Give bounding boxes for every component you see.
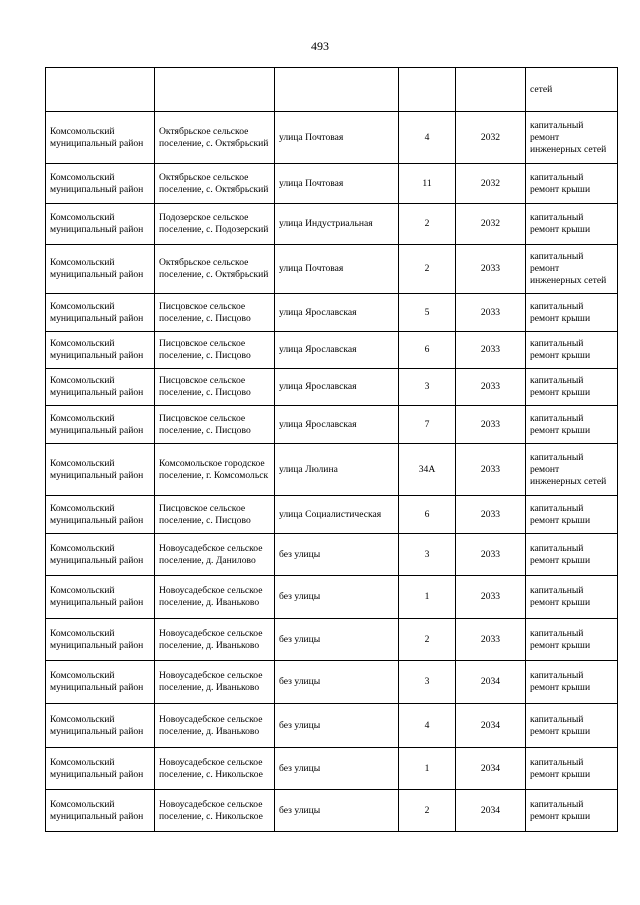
settlement-cell: Писцовское сельское поселение, с. Писцово — [155, 332, 275, 369]
year-cell — [456, 68, 526, 112]
work-type-cell: капитальный ремонт крыши — [526, 496, 618, 534]
street-cell: улица Ярославская — [275, 332, 399, 369]
table-row — [46, 294, 618, 332]
rayon-cell: Комсомольский муниципальный район — [46, 406, 155, 444]
table-row — [46, 748, 618, 790]
street-cell: улица Индустриальная — [275, 204, 399, 245]
table-row — [46, 576, 618, 619]
house-number-cell: 1 — [399, 576, 456, 619]
street-cell: без улицы — [275, 790, 399, 832]
rayon-cell: Комсомольский муниципальный район — [46, 294, 155, 332]
rayon-cell: Комсомольский муниципальный район — [46, 790, 155, 832]
street-cell: улица Ярославская — [275, 406, 399, 444]
settlement-cell: Новоусадебское сельское поселение, с. Никольское — [155, 748, 275, 790]
table-row — [46, 245, 618, 294]
year-cell: 2033 — [456, 294, 526, 332]
year-cell: 2032 — [456, 112, 526, 164]
table-row — [46, 204, 618, 245]
table-row — [46, 704, 618, 748]
year-cell: 2034 — [456, 790, 526, 832]
year-cell: 2033 — [456, 369, 526, 406]
rayon-cell: Комсомольский муниципальный район — [46, 245, 155, 294]
rayon-cell: Комсомольский муниципальный район — [46, 444, 155, 496]
rayon-cell: Комсомольский муниципальный район — [46, 661, 155, 704]
street-cell: без улицы — [275, 704, 399, 748]
table-row — [46, 112, 618, 164]
table-row — [46, 661, 618, 704]
work-type-cell: капитальный ремонт инженерных сетей — [526, 444, 618, 496]
house-number-cell: 4 — [399, 704, 456, 748]
house-number-cell: 34А — [399, 444, 456, 496]
house-number-cell: 4 — [399, 112, 456, 164]
street-cell — [275, 68, 399, 112]
street-cell: без улицы — [275, 748, 399, 790]
work-type-cell: капитальный ремонт инженерных сетей — [526, 112, 618, 164]
house-number-cell: 2 — [399, 619, 456, 661]
table-row — [46, 332, 618, 369]
work-type-cell: капитальный ремонт крыши — [526, 619, 618, 661]
house-number-cell: 6 — [399, 332, 456, 369]
table-row — [46, 406, 618, 444]
house-number-cell: 3 — [399, 661, 456, 704]
street-cell: улица Почтовая — [275, 112, 399, 164]
settlement-cell: Писцовское сельское поселение, с. Писцово — [155, 406, 275, 444]
year-cell: 2033 — [456, 496, 526, 534]
work-type-cell: капитальный ремонт крыши — [526, 164, 618, 204]
rayon-cell: Комсомольский муниципальный район — [46, 332, 155, 369]
year-cell: 2033 — [456, 332, 526, 369]
settlement-cell: Октябрьское сельское поселение, с. Октябрьский — [155, 245, 275, 294]
work-type-cell: капитальный ремонт крыши — [526, 369, 618, 406]
rayon-cell: Комсомольский муниципальный район — [46, 369, 155, 406]
street-cell: без улицы — [275, 661, 399, 704]
work-type-cell: капитальный ремонт крыши — [526, 332, 618, 369]
work-type-cell: капитальный ремонт инженерных сетей — [526, 245, 618, 294]
year-cell: 2034 — [456, 661, 526, 704]
work-type-cell: капитальный ремонт крыши — [526, 294, 618, 332]
settlement-cell: Новоусадебское сельское поселение, д. Иваньково — [155, 704, 275, 748]
house-number-cell: 7 — [399, 406, 456, 444]
settlement-cell: Новоусадебское сельское поселение, д. Иваньково — [155, 619, 275, 661]
settlement-cell: Писцовское сельское поселение, с. Писцово — [155, 496, 275, 534]
settlement-cell: Новоусадебское сельское поселение, с. Никольское — [155, 790, 275, 832]
year-cell: 2033 — [456, 245, 526, 294]
street-cell: улица Ярославская — [275, 294, 399, 332]
year-cell: 2033 — [456, 534, 526, 576]
street-cell: без улицы — [275, 619, 399, 661]
house-number-cell: 6 — [399, 496, 456, 534]
rayon-cell — [46, 68, 155, 112]
house-number-cell: 5 — [399, 294, 456, 332]
rayon-cell: Комсомольский муниципальный район — [46, 704, 155, 748]
settlement-cell: Писцовское сельское поселение, с. Писцово — [155, 294, 275, 332]
rayon-cell: Комсомольский муниципальный район — [46, 112, 155, 164]
page-number: 493 — [311, 39, 329, 53]
settlement-cell: Писцовское сельское поселение, с. Писцово — [155, 369, 275, 406]
street-cell: улица Социалистическая — [275, 496, 399, 534]
housing-repair-table — [45, 67, 618, 832]
table-row — [46, 164, 618, 204]
street-cell: без улицы — [275, 576, 399, 619]
house-number-cell: 2 — [399, 790, 456, 832]
settlement-cell: Комсомольское городское поселение, г. Комсомольск — [155, 444, 275, 496]
settlement-cell: Октябрьское сельское поселение, с. Октябрьский — [155, 112, 275, 164]
rayon-cell: Комсомольский муниципальный район — [46, 534, 155, 576]
rayon-cell: Комсомольский муниципальный район — [46, 164, 155, 204]
house-number-cell: 11 — [399, 164, 456, 204]
street-cell: без улицы — [275, 534, 399, 576]
house-number-cell: 1 — [399, 748, 456, 790]
table-row — [46, 619, 618, 661]
settlement-cell: Октябрьское сельское поселение, с. Октябрьский — [155, 164, 275, 204]
table-row — [46, 790, 618, 832]
work-type-cell: капитальный ремонт крыши — [526, 576, 618, 619]
street-cell: улица Люлина — [275, 444, 399, 496]
work-type-cell: капитальный ремонт крыши — [526, 748, 618, 790]
work-type-cell: капитальный ремонт крыши — [526, 790, 618, 832]
rayon-cell: Комсомольский муниципальный район — [46, 576, 155, 619]
work-type-cell: капитальный ремонт крыши — [526, 704, 618, 748]
street-cell: улица Почтовая — [275, 245, 399, 294]
house-cell — [399, 68, 456, 112]
year-cell: 2033 — [456, 406, 526, 444]
year-cell: 2034 — [456, 704, 526, 748]
rayon-cell: Комсомольский муниципальный район — [46, 496, 155, 534]
work-type-cell: капитальный ремонт крыши — [526, 204, 618, 245]
year-cell: 2033 — [456, 444, 526, 496]
settlement-cell — [155, 68, 275, 112]
table-body — [46, 68, 618, 832]
table-row — [46, 444, 618, 496]
settlement-cell: Новоусадебское сельское поселение, д. Иваньково — [155, 661, 275, 704]
table-row-continuation — [46, 68, 618, 112]
rayon-cell: Комсомольский муниципальный район — [46, 619, 155, 661]
house-number-cell: 3 — [399, 369, 456, 406]
table-row — [46, 496, 618, 534]
year-cell: 2034 — [456, 748, 526, 790]
year-cell: 2032 — [456, 164, 526, 204]
street-cell: улица Ярославская — [275, 369, 399, 406]
rayon-cell: Комсомольский муниципальный район — [46, 204, 155, 245]
year-cell: 2033 — [456, 619, 526, 661]
street-cell: улица Почтовая — [275, 164, 399, 204]
year-cell: 2033 — [456, 576, 526, 619]
table-row — [46, 369, 618, 406]
house-number-cell: 2 — [399, 245, 456, 294]
rayon-cell: Комсомольский муниципальный район — [46, 748, 155, 790]
work-type-cell: сетей — [526, 68, 618, 112]
work-type-cell: капитальный ремонт крыши — [526, 534, 618, 576]
work-type-cell: капитальный ремонт крыши — [526, 406, 618, 444]
settlement-cell: Новоусадебское сельское поселение, д. Данилово — [155, 534, 275, 576]
settlement-cell: Новоусадебское сельское поселение, д. Иваньково — [155, 576, 275, 619]
table-row — [46, 534, 618, 576]
work-type-cell: капитальный ремонт крыши — [526, 661, 618, 704]
house-number-cell: 2 — [399, 204, 456, 245]
house-number-cell: 3 — [399, 534, 456, 576]
settlement-cell: Подозерское сельское поселение, с. Подозерский — [155, 204, 275, 245]
year-cell: 2032 — [456, 204, 526, 245]
